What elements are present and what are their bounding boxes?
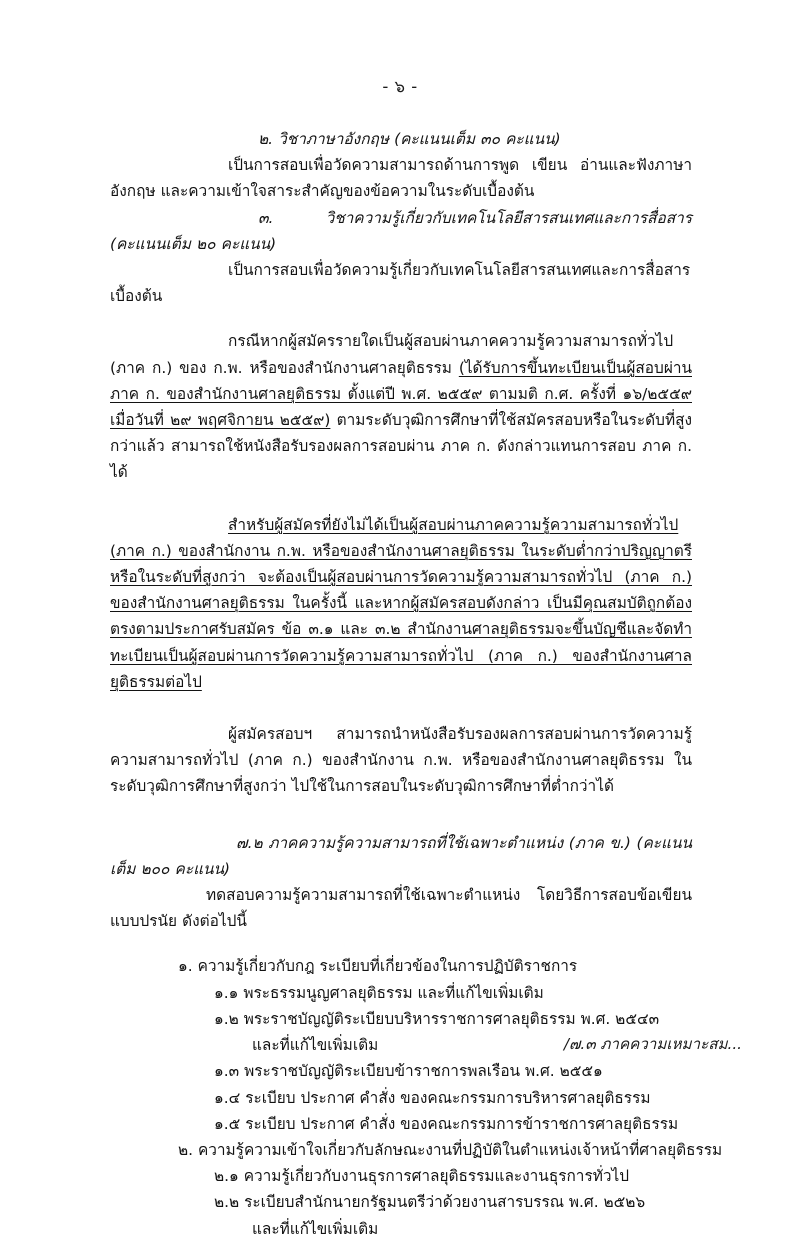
paragraph-exempt-underlined: (ได้รับการขึ้นทะเบียนเป็นผู้สอบผ่านภาค ก. ของสำนักงานศาลยุติธรรม ตั้งแต่ปี พ.ศ. ๒๕๕๙ ตามมติ ก.ศ. ครั้งที่ ๑๖/๒๕๕๙ เมื่อวันที่ ๒๙ พฤศจิกายน ๒๕๕๙) — [110, 358, 692, 430]
topic-item — [110, 1163, 692, 1189]
paragraph-exempt-lead: กรณีหากผู้สมัครรายใดเป็นผู้สอบผ่านภาคความรู้ความสามารถทั่วไป (ภาค ก.) ของ ก.พ. หรือของสำนักงานศาลยุติธรรม — [110, 332, 674, 377]
page-number: - ๖ - — [382, 77, 418, 96]
topic-item — [110, 1085, 692, 1111]
topic-number: ๒. — [178, 1140, 194, 1159]
topic-item — [110, 1137, 723, 1163]
topic-text: ระเบียบสำนักนายกรัฐมนตรีว่าด้วยงานสารบรรณ พ.ศ. ๒๕๒๖ — [244, 1193, 646, 1212]
topic-text: พระธรรมนูญศาลยุติธรรม และที่แก้ไขเพิ่มเติม — [243, 983, 544, 1002]
topic-text: ระเบียบ ประกาศ คำสั่ง ของคณะกรรมการบริหารศาลยุติธรรม — [245, 1088, 651, 1107]
spacer — [110, 800, 692, 830]
topic-number: ๑.๓ — [214, 1062, 240, 1081]
topic-number: ๒.๑ — [214, 1167, 239, 1186]
topic-text: และที่แก้ไขเพิ่มเติม — [252, 1036, 379, 1055]
topic-item — [110, 953, 692, 979]
topic-text: ความรู้เกี่ยวกับกฎ ระเบียบที่เกี่ยวข้องในการปฏิบัติราชการ — [197, 957, 578, 976]
topic-item — [110, 1189, 692, 1215]
topic-number: ๑. — [178, 957, 193, 976]
topic-text: และที่แก้ไขเพิ่มเติม — [252, 1219, 379, 1238]
spacer — [110, 695, 692, 721]
subject-2-body: เป็นการสอบเพื่อวัดความสามารถด้านการพูด เขียน อ่านและฟังภาษาอังกฤษ และความเข้าใจสาระสำคัญของข้อความในระดับเบื้องต้น — [110, 156, 692, 201]
topic-item — [110, 980, 692, 1006]
topic-number: ๑.๑ — [214, 983, 239, 1002]
document-body — [110, 126, 723, 1242]
paragraph-not-passed: สำหรับผู้สมัครที่ยังไม่ได้เป็นผู้สอบผ่านภาคความรู้ความสามารถทั่วไป (ภาค ก.) ของสำนักงาน ก.พ. หรือของสำนักงานศาลยุติธรรม ในระดับต่ำกว่าปริญญาตรี หรือในระดับที่สูงกว่า จะต้องเป็นผู้สอบผ่านการวัดความรู้ความสามารถทั่วไป (ภาค ก.) ของสำนักงานศาลยุติธรรม ในครั้งนี้ และหากผู้สมัครสอบดังกล่าว เป็นมีคุณสมบัติถูกต้องตรงตามประกาศรับสมัคร ข้อ ๓.๑ และ ๓.๒ สำนักงานศาลยุติธรรมจะขึ้นบัญชีและจัดทำทะเบียนเป็นผู้สอบผ่านการวัดความรู้ความสามารถทั่วไป (ภาค ก.) ของสำนักงานศาลยุติธรรมต่อไป — [110, 515, 692, 691]
paragraph-exempt-tail: ตามระดับวุฒิการศึกษาที่ใช้สมัครสอบหรือในระดับที่สูงกว่าแล้ว สามารถใช้หนังสือรับรองผลการสอบผ่าน ภาค ก. ดังกล่าวแทนการสอบ ภาค ก. ได้ — [110, 411, 692, 482]
topic-number: ๑.๕ — [214, 1114, 241, 1133]
topic-item — [110, 1111, 692, 1137]
spacer — [110, 309, 692, 328]
topic-number: ๑.๔ — [214, 1088, 241, 1107]
section-7-2-heading: ๗.๒ ภาคความรู้ความสามารถที่ใช้เฉพาะตำแหน่ง (ภาค ข.) (คะแนนเต็ม ๒๐๐ คะแนน) — [110, 833, 692, 878]
topic-text: ระเบียบ ประกาศ คำสั่ง ของคณะกรรมการข้าราชการศาลยุติธรรม — [245, 1114, 679, 1133]
topic-item — [110, 1058, 692, 1084]
spacer — [110, 934, 692, 953]
paragraph-exempt — [110, 328, 692, 485]
section-7-2-body: ทดสอบความรู้ความสามารถที่ใช้เฉพาะตำแหน่ง โดยวิธีการสอบข้อเขียน แบบปรนัย ดังต่อไปนี้ — [110, 886, 692, 931]
topic-item — [110, 1216, 692, 1242]
subject-3-body: เป็นการสอบเพื่อวัดความรู้เกี่ยวกับเทคโนโลยีสารสนเทศและการสื่อสารเบื้องต้น — [110, 261, 691, 306]
topic-number: ๒.๒ — [214, 1193, 240, 1212]
footer-continuation-note: /๗.๓ ภาคความเหมาะสม... — [563, 1035, 742, 1053]
topic-text: ความรู้เกี่ยวกับงานธุรการศาลยุติธรรมและงานธุรการทั่วไป — [243, 1167, 630, 1186]
topic-text: พระราชบัญญัติระเบียบข้าราชการพลเรือน พ.ศ. ๒๕๕๑ — [244, 1062, 603, 1081]
subject-2-heading: ๒. วิชาภาษาอังกฤษ (คะแนนเต็ม ๓๐ คะแนน) — [258, 130, 561, 148]
topic-item — [110, 1006, 692, 1032]
topic-text: ความรู้ความเข้าใจเกี่ยวกับลักษณะงานที่ปฏิบัติในตำแหน่งเจ้าหน้าที่ศาลยุติธรรม — [197, 1140, 723, 1159]
topic-number: ๑.๒ — [214, 1009, 239, 1028]
subject-3-heading: ๓. วิชาความรู้เกี่ยวกับเทคโนโลยีสารสนเทศและการสื่อสาร (คะแนนเต็ม ๒๐ คะแนน) — [110, 208, 692, 253]
spacer — [110, 486, 692, 512]
topic-text: พระราชบัญญัติระเบียบบริหารราชการศาลยุติธรรม พ.ศ. ๒๕๔๓ — [243, 1009, 660, 1028]
topic-list — [110, 953, 723, 1241]
paragraph-certificate: ผู้สมัครสอบฯ สามารถนำหนังสือรับรองผลการสอบผ่านการวัดความรู้ความสามารถทั่วไป (ภาค ก.) ของสำนักงาน ก.พ. หรือของสำนักงานศาลยุติธรรม ในระดับวุฒิการศึกษาที่สูงกว่า ไปใช้ในการสอบในระดับวุฒิการศึกษาที่ต่ำกว่าได้ — [110, 725, 692, 796]
